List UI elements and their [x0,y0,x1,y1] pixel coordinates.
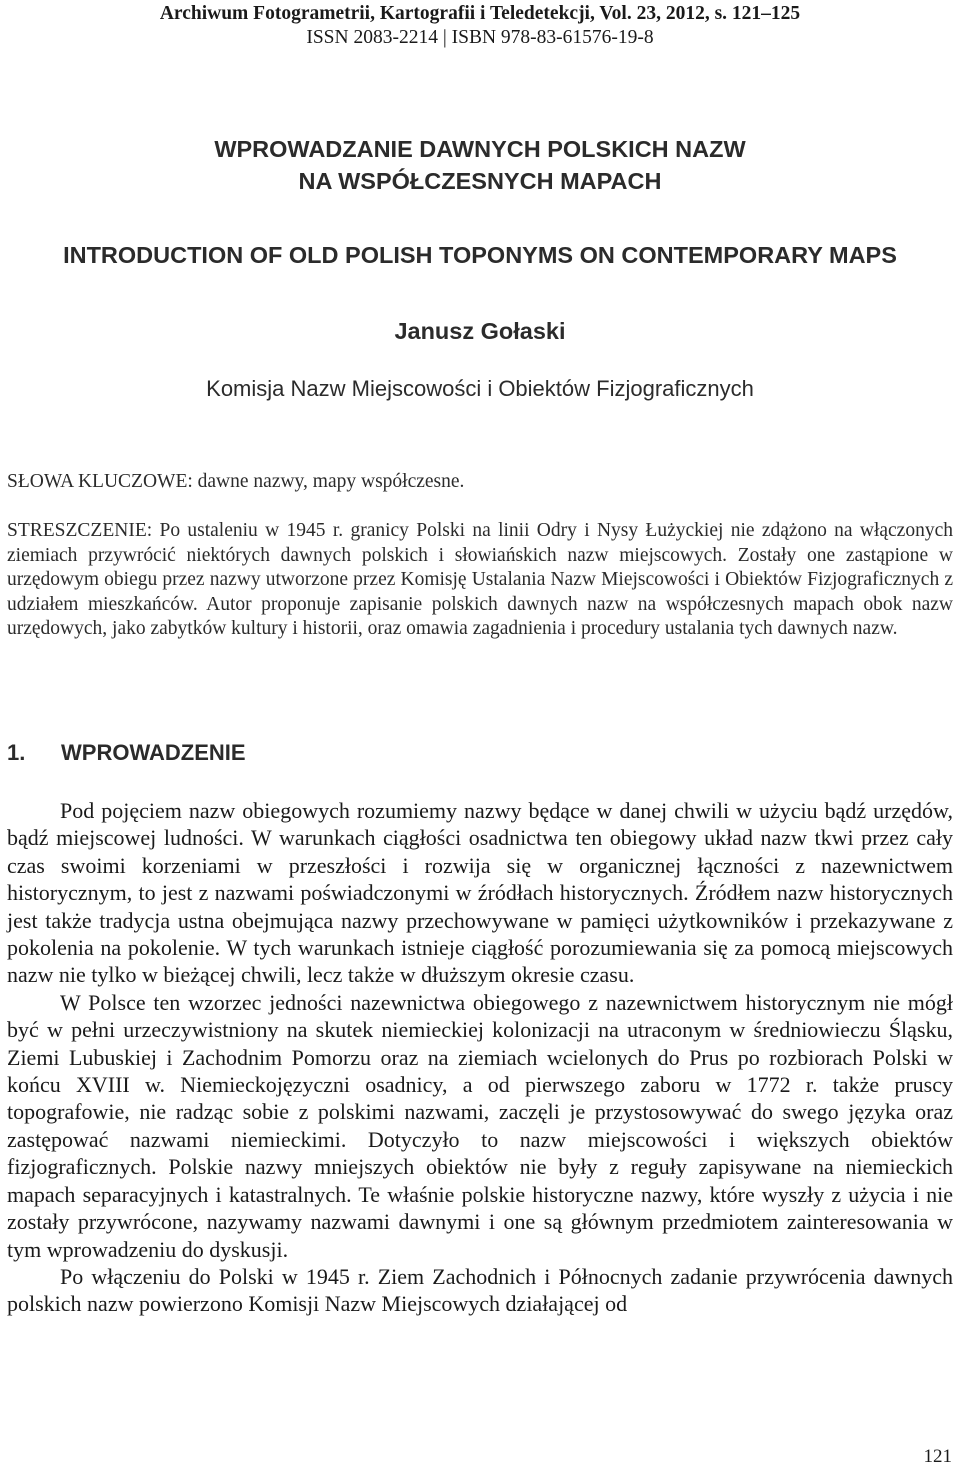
body-text [7,797,953,1318]
author-affiliation: Komisja Nazw Miejscowości i Obiektów Fizjograficznych [206,376,754,401]
title-english: INTRODUCTION OF OLD POLISH TOPONYMS ON CONTEMPORARY MAPS [63,242,897,268]
title-polish-line-1: WPROWADZANIE DAWNYCH POLSKICH NAZW [214,136,746,162]
issn-line: ISSN 2083-2214 | ISBN 978-83-61576-19-8 [306,27,654,48]
abstract: STRESZCZENIE: Po ustaleniu w 1945 r. granicy Polski na linii Odry i Nysy Łużyckiej nie zdążono na włączonych ziemiach przywrócić niektórych dawnych polskich i słowiańskich nazw miejscowych. Zostały one zastąpione w urzędowym obiegu przez nazwy utworzone przez Komisję Ustalania Nazw Miejscowości i Obiektów Fizjograficznych z udziałem mieszkańców. Autor proponuje zapisanie polskich dawnych nazw na współczesnych mapach obok nazw urzędowych, jako zabytków kultury i historii, oraz omawia zagadnienia i procedury ustalania tych dawnych nazw. [7,520,953,640]
paragraph: Po włączeniu do Polski w 1945 r. Ziem Zachodnich i Północnych zadanie przywrócenia dawnych polskich nazw powierzono Komisji Nazw Miejscowych działającej od [7,1263,953,1317]
page-number: 121 [923,1446,952,1467]
paragraph: Pod pojęciem nazw obiegowych rozumiemy nazwy będące w danej chwili w użyciu bądź urzędów, bądź miejscowej ludności. W warunkach ciągłości osadnictwa ten obiegowy układ nazw tkwi przez cały czas swoimi korzeniami w przeszłości i rozwija się w organicznej łączności z nazewnictwem historycznym, to jest z nazwami poświadczonymi w źródłach historycznych. Źródłem nazw historycznych jest także tradycja ustna obejmująca nazwy przechowywane w pamięci użytkowników i przekazywane z pokolenia na pokolenie. W tych warunkach istnieje ciągłość porozumiewania się za pomocą miejscowych nazw nie tylko w bieżącej chwili, lecz także w dłuższym okresie czasu. [7,798,953,988]
section-heading [7,740,246,766]
journal-header: Archiwum Fotogrametrii, Kartografii i Teledetekcji, Vol. 23, 2012, s. 121–125 [159,3,801,24]
keywords: SŁOWA KLUCZOWE: dawne nazwy, mapy współczesne. [7,471,465,492]
section-number: 1. [7,740,26,765]
title-polish-line-2: NA WSPÓŁCZESNYCH MAPACH [298,168,662,194]
paragraph: W Polsce ten wzorzec jedności nazewnictwa obiegowego z nazewnictwem historycznym nie mógł być w pełni urzeczywistniony na skutek niemieckiej kolonizacji na utraconym w średniowieczu Śląsku, Ziemi Lubuskiej i Zachodnim Pomorzu oraz na ziemiach wcielonych do Prus po rozbiorach Polski w końcu XVIII w. Niemieckojęzyczni osadnicy, a od pierwszego zaboru w 1772 r. także pruscy topografowie, nie radząc sobie z polskimi nazwami, zaczęli je przystosowywać do swego języka oraz zastępować nazwami niemieckimi. Dotyczyło to nazw miejscowości i większych obiektów fizjograficznych. Polskie nazwy mniejszych obiektów nie były z reguły zapisywane na niemieckich mapach separacyjnych i katastralnych. Te właśnie polskie historyczne nazwy, które wyszły z użycia i nie zostały przywrócone, nazywamy nazwami dawnymi i one są głównym przedmiotem zainteresowania w tym wprowadzeniu do dyskusji. [7,989,953,1262]
section-title: WPROWADZENIE [61,740,246,765]
author-name: Janusz Gołaski [394,318,566,344]
